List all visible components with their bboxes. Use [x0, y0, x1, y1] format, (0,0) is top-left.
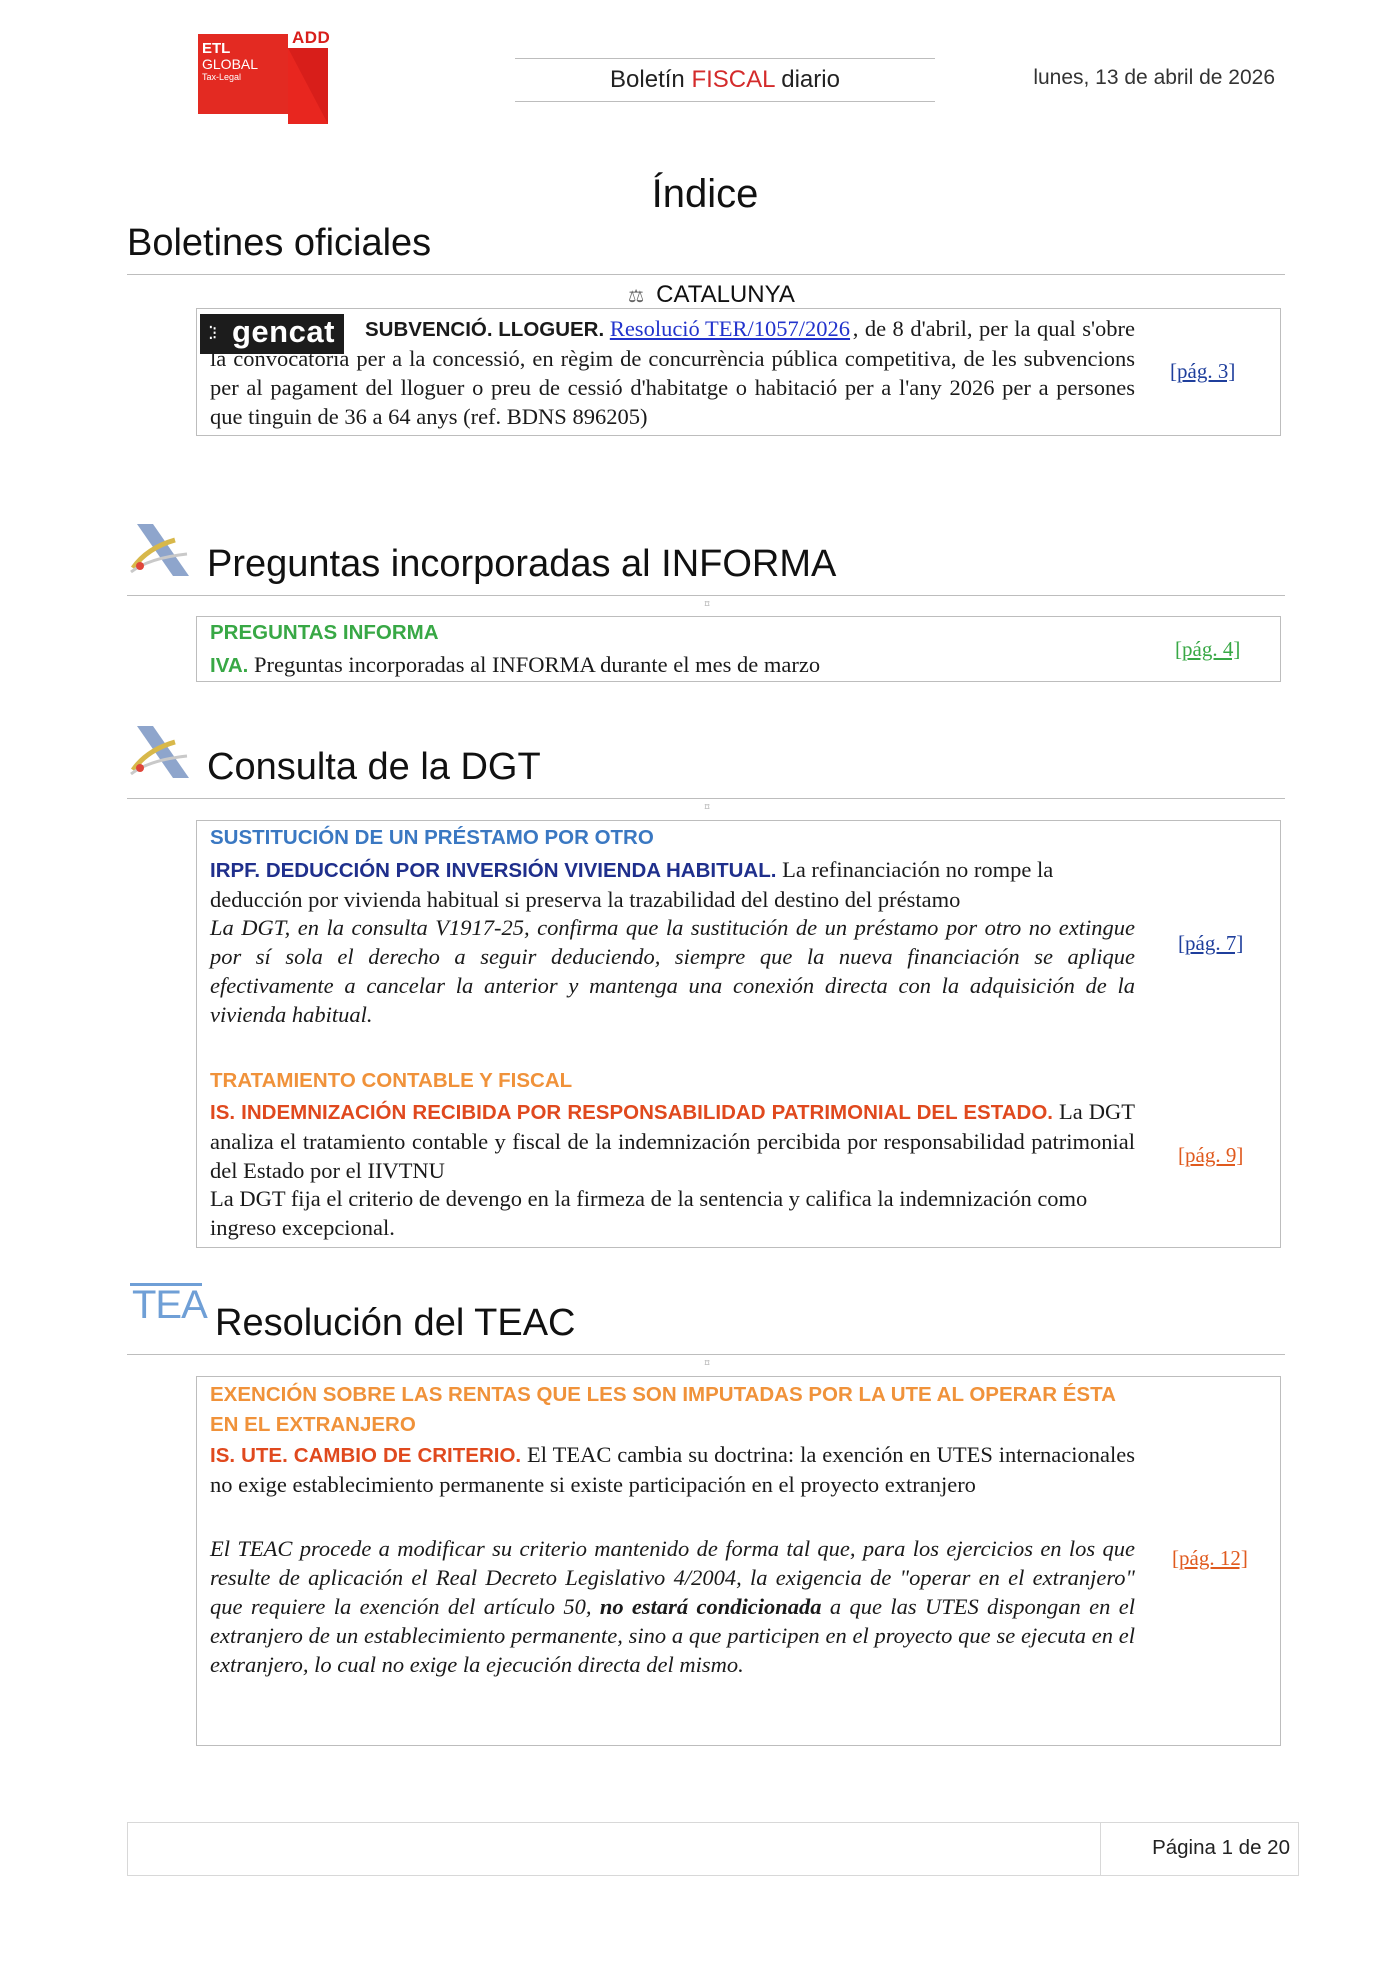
section-title-informa: Preguntas incorporadas al INFORMA	[207, 543, 837, 585]
bulletin-date: lunes, 13 de abril de 2026	[1033, 66, 1275, 89]
anchor-icon: ⌑	[704, 599, 710, 609]
teac-summary-part2: a que las UTES dispongan en el extranjero de un establecimiento permanente, sino a que participen en el proyecto que se ejecuta en el extranjero, lo cual no exige la ejecución directa del mismo.	[210, 1594, 1135, 1677]
boletin-kicker: SUBVENCIÓ. LLOGUER.	[365, 318, 605, 341]
title-suffix: diario	[774, 66, 840, 93]
page-ref-link[interactable]: [pág. 9]	[1178, 1143, 1244, 1167]
etl-global-logo	[180, 28, 331, 124]
boletin-resolution-link[interactable]: Resolució TER/1057/2026	[609, 316, 851, 341]
gencat-dots-icon: ⁚⁝	[208, 323, 216, 343]
dgt-headline-text-1: La refinanciación no rompe la deducción por vivienda habitual si preserva la trazabilidad del destino del préstamo	[210, 857, 1054, 912]
bulletin-title	[515, 59, 935, 101]
title-accent: FISCAL	[691, 66, 775, 93]
scales-icon: ⚖	[628, 286, 645, 306]
dgt-kicker-1: SUSTITUCIÓN DE UN PRÉSTAMO POR OTRO	[210, 826, 654, 849]
teac-summary	[210, 1534, 1135, 1679]
page-ref-link[interactable]: [pág. 3]	[1170, 359, 1236, 383]
logo-tax-legal: Tax-Legal	[202, 72, 242, 82]
section-rule	[127, 1354, 1285, 1355]
index-title: Índice	[651, 172, 759, 216]
dgt-summary-1: La DGT, en la consulta V1917-25, confirma que la sustitución de un préstamo por otro no extingue por sí sola el derecho a seguir deduciendo, siempre que la nueva financiación se aplique efectivamente a cancelar la anterior y mantenga una conexión directa con la adquisición de la vivienda habitual.	[210, 915, 1135, 1027]
page-number: Página 1 de 20	[1152, 1836, 1290, 1859]
dgt-kicker-2: TRATAMIENTO CONTABLE Y FISCAL	[210, 1069, 573, 1092]
teac-lead: IS. UTE. CAMBIO DE CRITERIO.	[210, 1444, 522, 1467]
aeat-logo-icon	[127, 518, 197, 584]
bulletin-title-box	[515, 58, 935, 102]
dgt-summary-2: La DGT fija el criterio de devengo en la firmeza de la sentencia y califica la indemnización como ingreso excepcional.	[210, 1186, 1088, 1240]
logo-add: ADD	[292, 28, 331, 47]
title-prefix: Boletín	[610, 66, 692, 93]
informa-kicker: PREGUNTAS INFORMA	[210, 621, 439, 644]
anchor-icon: ⌑	[704, 1358, 710, 1368]
region-label: CATALUNYA	[656, 281, 795, 308]
page-ref-link[interactable]: [pág. 7]	[1178, 931, 1244, 955]
dgt-headline-1	[210, 855, 1135, 914]
informa-lead: IVA.	[210, 654, 249, 677]
tea-logo-text: TEA	[132, 1283, 207, 1327]
informa-body: Preguntas incorporadas al INFORMA durante el mes de marzo	[248, 652, 821, 677]
teac-headline-text: El TEAC cambia su doctrina: la exención en UTES internacionales no exige establecimiento permanente si existe participación en el proyecto extranjero	[210, 1442, 1135, 1497]
section-title-teac: Resolución del TEAC	[215, 1302, 576, 1344]
aeat-logo-icon	[127, 720, 197, 786]
dgt-headline-2	[210, 1097, 1135, 1185]
teac-kicker: EXENCIÓN SOBRE LAS RENTAS QUE LES SON IMPUTADAS POR LA UTE AL OPERAR ÉSTA EN EL EXTRANJERO	[210, 1383, 1116, 1436]
boletin-body	[210, 314, 1135, 431]
page-ref-link[interactable]: [pág. 12]	[1172, 1546, 1248, 1570]
section-title-boletines: Boletines oficiales	[127, 222, 432, 264]
section-rule	[127, 798, 1285, 799]
dgt-lead-1: IRPF. DEDUCCIÓN POR INVERSIÓN VIVIENDA HABITUAL.	[210, 859, 777, 882]
gencat-logo-text: gencat	[232, 314, 335, 349]
section-rule	[127, 274, 1285, 275]
section-rule	[127, 595, 1285, 596]
dgt-lead-2: IS. INDEMNIZACIÓN RECIBIDA POR RESPONSABILIDAD PATRIMONIAL DEL ESTADO.	[210, 1101, 1053, 1124]
teac-summary-bold: no estará condicionada	[599, 1594, 822, 1619]
region-header	[628, 281, 795, 309]
tea-logo	[130, 1283, 205, 1333]
page-ref-link[interactable]: [pág. 4]	[1175, 637, 1241, 661]
anchor-icon: ⌑	[704, 802, 710, 812]
teac-headline	[210, 1440, 1135, 1499]
dgt-headline-text-2: La DGT analiza el tratamiento contable y fiscal de la indemnización percibida por responsabilidad patrimonial del Estado por el IIVTNU	[210, 1099, 1135, 1183]
boletin-text: , de 8 d'abril, per la qual s'obre la convocatòria per a la concessió, en règim de concurrència pública competitiva, de les subvencions per al pagament del lloguer o preu de cessió d'habitatge o habitació per a l'any 2026 per a persones que tinguin de 36 a 64 anys (ref. BDNS 896205)	[210, 316, 1135, 429]
logo-global: GLOBAL	[202, 56, 259, 72]
footer-divider	[1100, 1822, 1101, 1876]
logo-etl: ETL	[202, 40, 231, 57]
teac-summary-part1: El TEAC procede a modificar su criterio mantenido de forma tal que, para los ejercicios en los que resulte de aplicación el Real Decreto Legislativo 4/2004, la exigencia de "operar en el extranjero" que requiere la exención del artículo 50,	[210, 1536, 1135, 1619]
informa-text	[210, 650, 1110, 680]
section-title-dgt: Consulta de la DGT	[207, 746, 541, 788]
